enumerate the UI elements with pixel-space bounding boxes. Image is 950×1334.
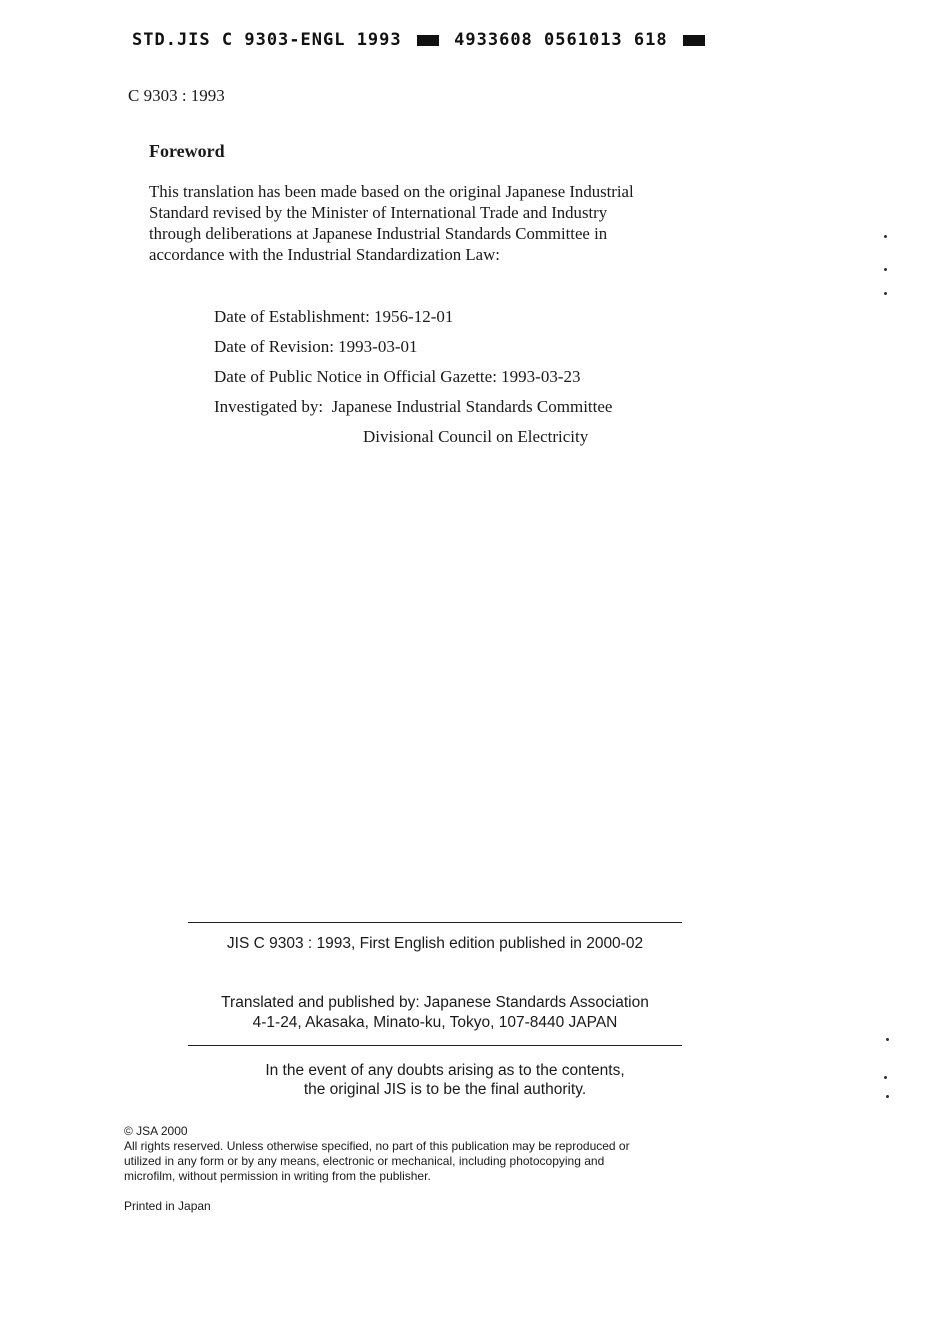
divider xyxy=(188,922,682,923)
edition-note: JIS C 9303 : 1993, First English edition published in 2000-02 xyxy=(226,935,644,952)
document-number: C 9303 : 1993 xyxy=(128,86,225,105)
authority-note xyxy=(188,1061,702,1099)
investigated-council: Divisional Council on Electricity xyxy=(363,427,589,446)
date-public-notice: Date of Public Notice in Official Gazette: 1993-03-23 xyxy=(214,367,581,386)
rights-line: All rights reserved. Unless otherwise specified, no part of this publication may be reproduced or xyxy=(124,1139,630,1153)
intro-line: through deliberations at Japanese Industrial Standards Committee in xyxy=(149,224,608,243)
intro-line: Standard revised by the Minister of International Trade and Industry xyxy=(149,203,608,222)
scan-header xyxy=(132,30,709,50)
rights-line: microfilm, without permission in writing from the publisher. xyxy=(124,1169,431,1183)
foreword-intro xyxy=(149,181,759,265)
scan-speck xyxy=(884,1076,887,1079)
foreword-heading: Foreword xyxy=(149,141,225,161)
copyright-notice: © JSA 2000 xyxy=(124,1124,188,1138)
scan-speck xyxy=(886,1095,889,1098)
authority-line: the original JIS is to be the final authority. xyxy=(303,1081,587,1098)
rights-notice xyxy=(124,1139,744,1184)
divider xyxy=(188,1045,682,1046)
dates-block xyxy=(214,302,612,452)
publisher-block xyxy=(188,993,682,1033)
scan-speck xyxy=(884,292,887,295)
redaction-block xyxy=(683,35,705,46)
intro-line: This translation has been made based on the original Japanese Industrial xyxy=(149,182,634,201)
intro-line: accordance with the Industrial Standardization Law: xyxy=(149,245,500,264)
redaction-block xyxy=(417,35,439,46)
authority-line: In the event of any doubts arising as to the contents, xyxy=(265,1062,625,1079)
scan-speck xyxy=(884,268,887,271)
header-numbers: 4933608 0561013 618 xyxy=(454,30,668,50)
investigated-label: Investigated by: xyxy=(214,397,324,416)
investigated-by xyxy=(214,392,612,422)
date-revision: Date of Revision: 1993-03-01 xyxy=(214,337,418,356)
header-code: STD.JIS C 9303-ENGL 1993 xyxy=(132,30,402,50)
date-establishment: Date of Establishment: 1956-12-01 xyxy=(214,307,454,326)
rights-line: utilized in any form or by any means, electronic or mechanical, including photocopying and xyxy=(124,1154,605,1168)
publisher-address: 4-1-24, Akasaka, Minato-ku, Tokyo, 107-8440 JAPAN xyxy=(252,1014,618,1031)
scan-speck xyxy=(886,1038,889,1041)
investigated-committee: Japanese Industrial Standards Committee xyxy=(331,397,613,416)
publisher-line: Translated and published by: Japanese Standards Association xyxy=(221,994,649,1011)
scan-speck xyxy=(884,235,887,238)
printed-in: Printed in Japan xyxy=(124,1199,211,1213)
